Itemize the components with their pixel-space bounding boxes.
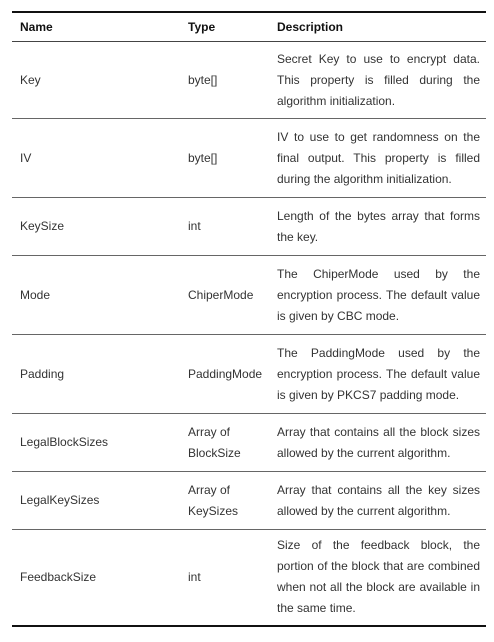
property-name-cell: Padding xyxy=(20,366,65,381)
property-description-cell: Array that contains all the block sizes allowed by the current algorithm. xyxy=(277,424,480,460)
property-type-cell xyxy=(180,472,269,530)
properties-table xyxy=(12,11,486,627)
table-row xyxy=(12,198,486,256)
table-row xyxy=(12,472,486,530)
property-type-cell: int xyxy=(188,219,201,233)
table-body xyxy=(12,42,486,626)
table-row xyxy=(12,414,486,472)
property-name-cell: KeySize xyxy=(20,219,65,233)
header-row xyxy=(12,12,486,42)
type-line: KeySizes xyxy=(188,503,239,518)
table-row xyxy=(12,530,486,626)
type-line: Array of xyxy=(188,424,231,439)
property-description-cell: IV to use to get randomness on the final output. This property is filled during the algorithm initialization. xyxy=(277,129,480,186)
property-type-cell: int xyxy=(188,569,201,584)
header-description: Description xyxy=(277,20,344,34)
property-description-cell: Secret Key to use to encrypt data. This property is filled during the algorithm initialization. xyxy=(277,51,480,108)
header-name: Name xyxy=(20,20,53,34)
type-line: Array of xyxy=(188,482,231,497)
property-description-cell: Size of the feedback block, the portion of the block that are combined when not all the block are available in the same time. xyxy=(277,538,480,616)
property-description-cell: The ChiperMode used by the encryption process. The default value is given by CBC mode. xyxy=(277,266,480,323)
type-line: BlockSize xyxy=(188,445,241,460)
property-name-cell: Key xyxy=(20,72,41,87)
property-name-cell: LegalKeySizes xyxy=(20,493,100,507)
property-description-cell: Length of the bytes array that forms the key. xyxy=(277,208,480,244)
table-row xyxy=(12,335,486,414)
header-type: Type xyxy=(188,20,216,34)
property-type-cell: PaddingMode xyxy=(188,366,263,381)
table-row xyxy=(12,119,486,198)
property-type-cell xyxy=(180,414,269,472)
table-header xyxy=(12,12,486,42)
property-name-cell: LegalBlockSizes xyxy=(20,435,109,449)
property-type-cell: byte[] xyxy=(188,72,218,87)
property-description-cell: Array that contains all the key sizes allowed by the current algorithm. xyxy=(277,482,480,518)
property-type-cell: byte[] xyxy=(188,150,218,165)
property-name-cell: FeedbackSize xyxy=(20,569,97,584)
property-type-cell: ChiperMode xyxy=(188,287,254,302)
property-description-cell: The PaddingMode used by the encryption process. The default value is given by PKCS7 padding mode. xyxy=(277,345,480,402)
table-row xyxy=(12,256,486,335)
property-name-cell: IV xyxy=(20,150,32,165)
table-row xyxy=(12,42,486,119)
property-name-cell: Mode xyxy=(20,287,51,302)
